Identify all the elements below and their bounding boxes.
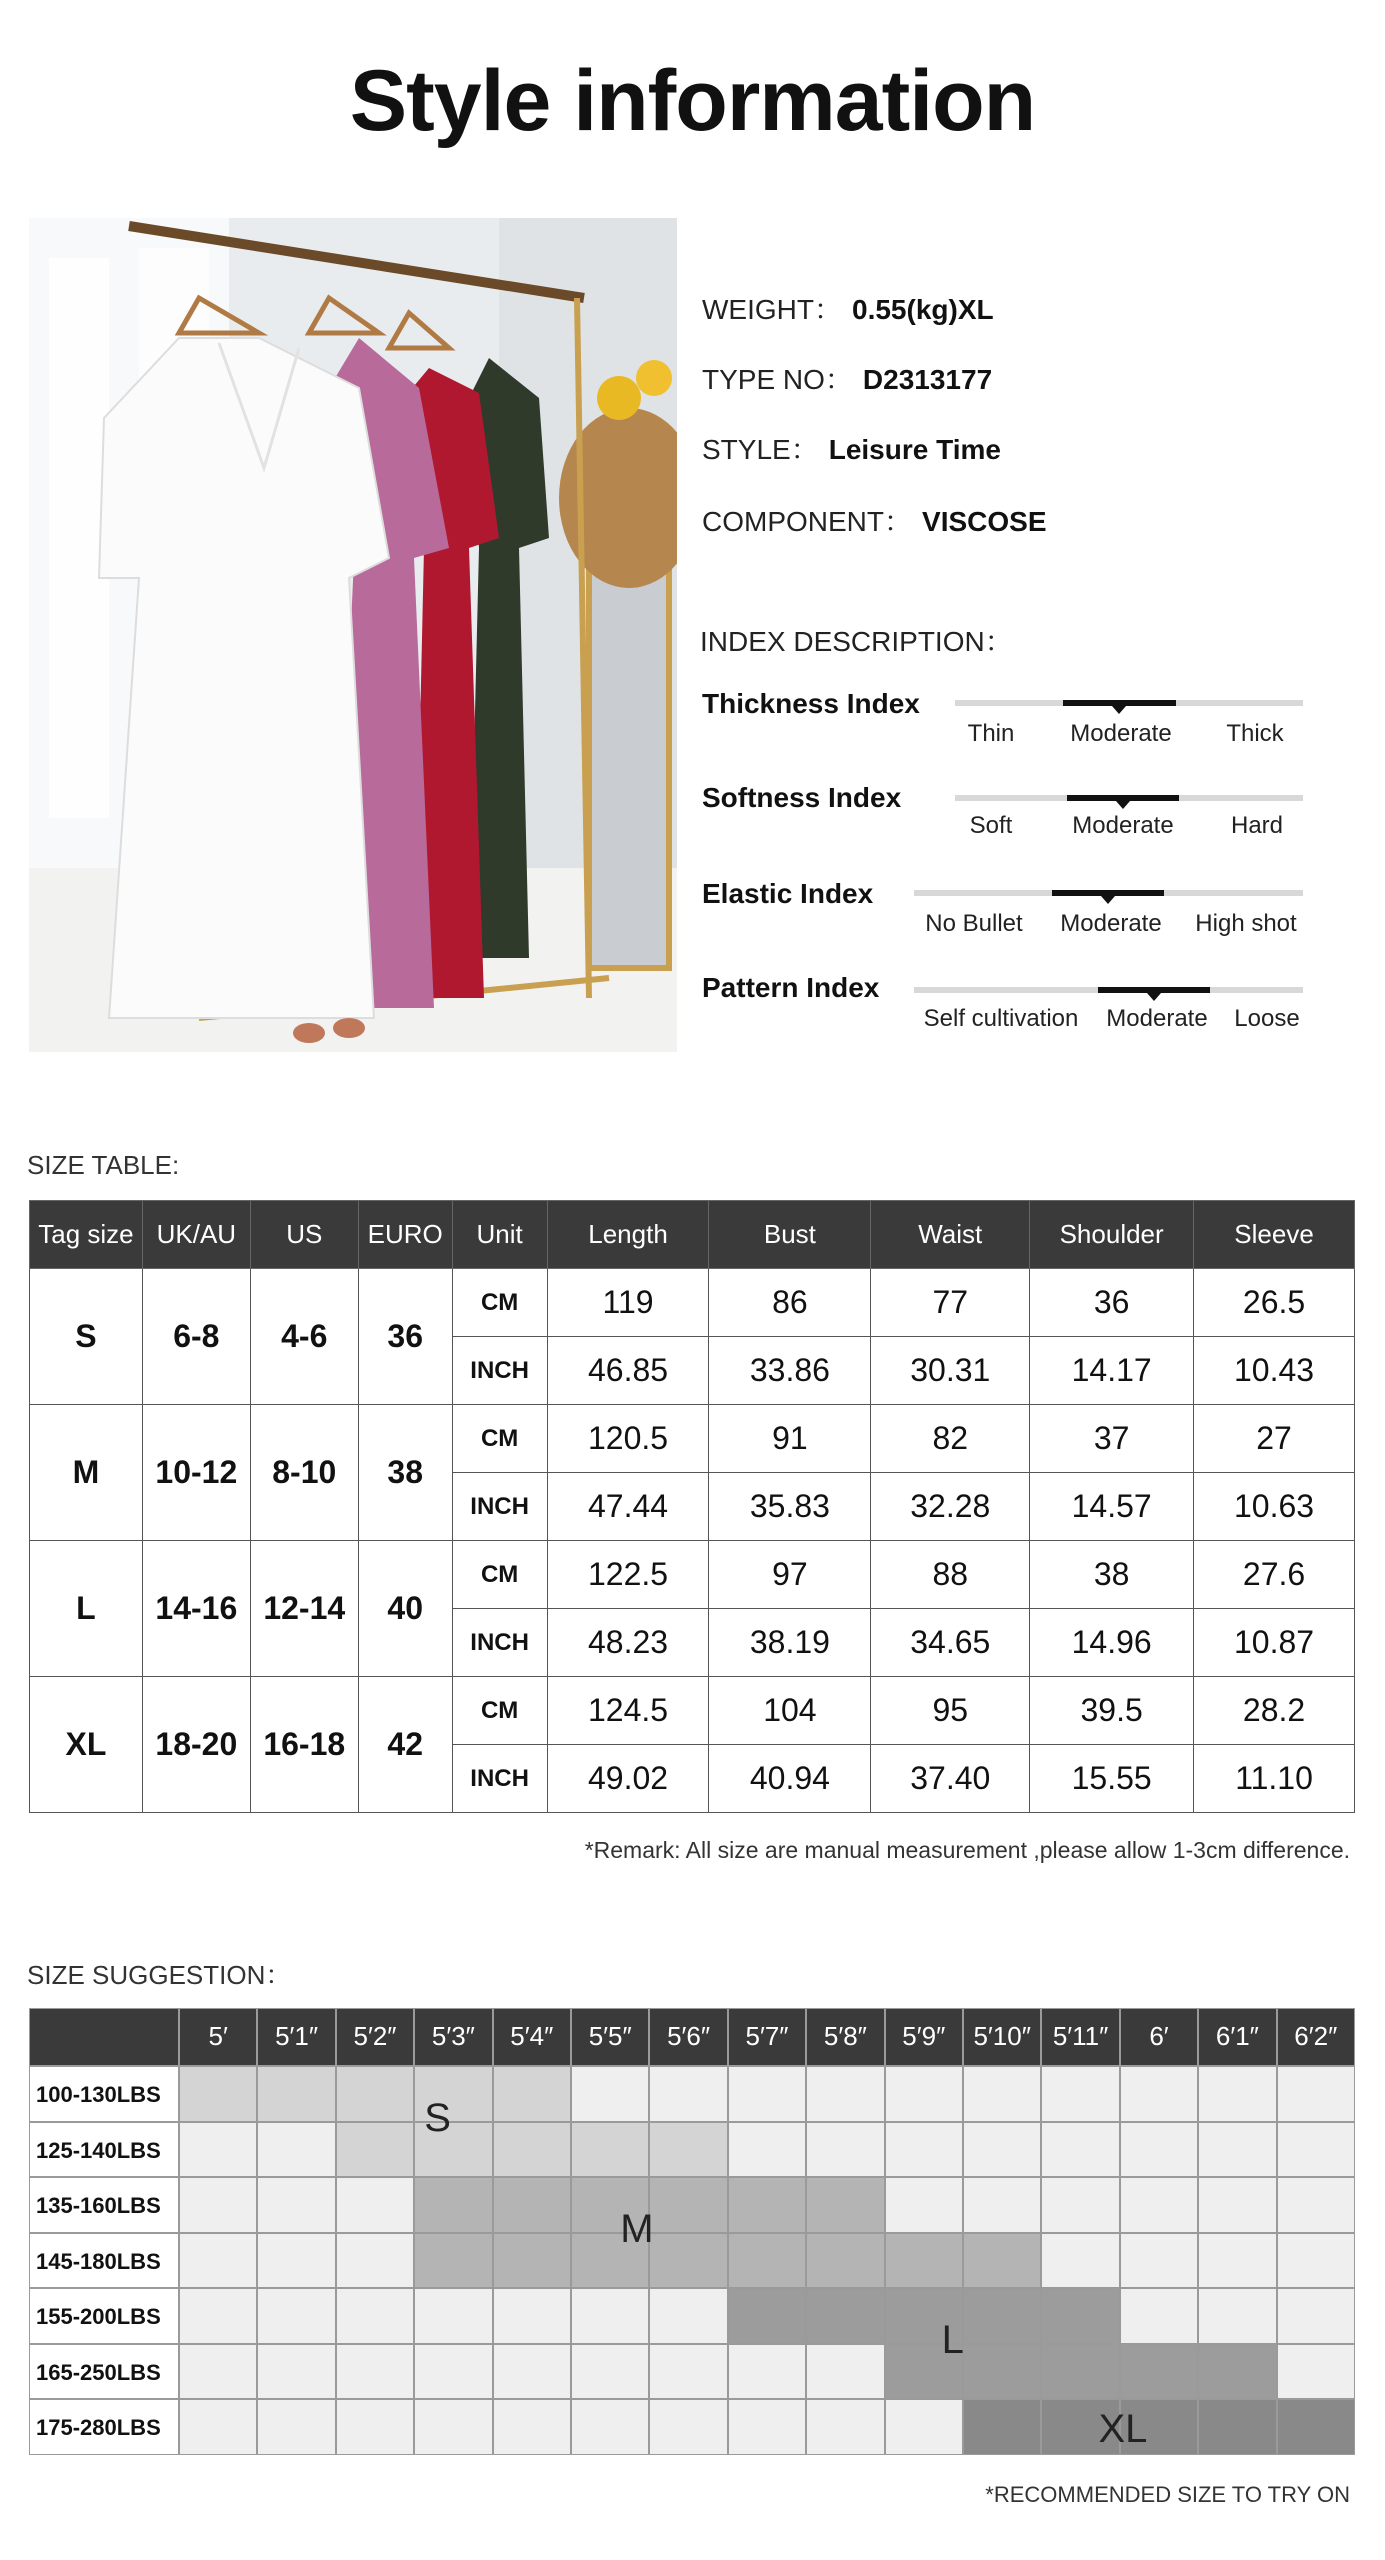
grid-cell [1041, 2288, 1119, 2344]
weight-header: 175-280LBS [29, 2399, 179, 2455]
length-cell: 122.5 [547, 1541, 709, 1609]
grid-cell [1277, 2066, 1355, 2122]
sleeve-cell: 10.43 [1194, 1337, 1355, 1405]
grid-cell [1041, 2177, 1119, 2233]
grid-cell [414, 2288, 492, 2344]
waist-cell: 34.65 [871, 1609, 1030, 1677]
weight-label: WEIGHT： [702, 294, 842, 325]
grid-cell [728, 2066, 806, 2122]
grid-cell [1120, 2288, 1198, 2344]
grid-cell [728, 2344, 806, 2400]
grid-cell [1277, 2122, 1355, 2178]
weight-line [702, 288, 994, 328]
thickness-option-moderate: Moderate [1070, 720, 1172, 747]
type-no-label: TYPE NO： [702, 364, 853, 395]
size-us: 8-10 [250, 1405, 358, 1541]
size-region-label: L [941, 2317, 964, 2362]
elastic-option-moderate: Moderate [1060, 910, 1162, 937]
grid-cell [963, 2233, 1041, 2289]
grid-cell [336, 2288, 414, 2344]
size-euro: 36 [358, 1269, 452, 1405]
waist-cell: 30.31 [871, 1337, 1030, 1405]
unit-cell: INCH [452, 1473, 547, 1541]
table-row [30, 1405, 1355, 1473]
unit-cell: CM [452, 1405, 547, 1473]
grid-cell [1120, 2233, 1198, 2289]
bust-cell: 35.83 [709, 1473, 871, 1541]
sleeve-cell: 27 [1194, 1405, 1355, 1473]
height-header: 5′6″ [649, 2008, 727, 2066]
unit-cell: INCH [452, 1337, 547, 1405]
size-euro: 40 [358, 1541, 452, 1677]
size-tag: S [30, 1269, 143, 1405]
grid-corner [29, 2008, 179, 2066]
bust-cell: 33.86 [709, 1337, 871, 1405]
grid-cell [1277, 2288, 1355, 2344]
grid-cell [1198, 2288, 1276, 2344]
size-uk: 14-16 [142, 1541, 250, 1677]
bust-cell: 97 [709, 1541, 871, 1609]
weight-header: 145-180LBS [29, 2233, 179, 2289]
elastic-marker-icon [1101, 896, 1115, 904]
size-uk: 18-20 [142, 1677, 250, 1813]
length-cell: 48.23 [547, 1609, 709, 1677]
size-uk: 10-12 [142, 1405, 250, 1541]
grid-cell [414, 2399, 492, 2455]
height-header: 5′4″ [493, 2008, 571, 2066]
col-waist: Waist [871, 1201, 1030, 1269]
grid-cell [336, 2122, 414, 2178]
sleeve-cell: 11.10 [1194, 1745, 1355, 1813]
length-cell: 47.44 [547, 1473, 709, 1541]
table-row [30, 1541, 1355, 1609]
grid-cell [1041, 2066, 1119, 2122]
grid-cell [414, 2233, 492, 2289]
softness-marker-icon [1116, 801, 1130, 809]
col-us: US [250, 1201, 358, 1269]
unit-cell: INCH [452, 1609, 547, 1677]
grid-cell [885, 2233, 963, 2289]
grid-cell [336, 2233, 414, 2289]
grid-cell [963, 2122, 1041, 2178]
thickness-index-label: Thickness Index [702, 688, 920, 719]
grid-cell [571, 2288, 649, 2344]
size-table-header-row [30, 1201, 1355, 1269]
elastic-option-no-bullet: No Bullet [925, 910, 1023, 937]
grid-cell [179, 2399, 257, 2455]
col-bust: Bust [709, 1201, 871, 1269]
grid-cell [1198, 2066, 1276, 2122]
grid-cell [806, 2066, 884, 2122]
recommended-size-note: *RECOMMENDED SIZE TO TRY ON [985, 2482, 1350, 2507]
waist-cell: 95 [871, 1677, 1030, 1745]
grid-cell [1120, 2177, 1198, 2233]
col-uk-au: UK/AU [142, 1201, 250, 1269]
measurement-remark: *Remark: All size are manual measurement ,please allow 1-3cm difference. [584, 1837, 1350, 1863]
grid-cell [257, 2344, 335, 2400]
page-title: Style information [349, 53, 1036, 149]
grid-cell [806, 2233, 884, 2289]
size-region-label: M [620, 2206, 654, 2251]
grid-cell [1041, 2122, 1119, 2178]
col-unit: Unit [452, 1201, 547, 1269]
size-tag: M [30, 1405, 143, 1541]
size-region-label: S [424, 2095, 451, 2140]
thickness-option-thin: Thin [967, 720, 1015, 747]
grid-cell [493, 2177, 571, 2233]
grid-cell [1277, 2399, 1355, 2455]
grid-cell [414, 2344, 492, 2400]
grid-cell [257, 2288, 335, 2344]
col-length: Length [547, 1201, 709, 1269]
grid-cell [257, 2233, 335, 2289]
grid-cell [806, 2399, 884, 2455]
height-header: 5′11″ [1041, 2008, 1119, 2066]
shoulder-cell: 14.96 [1030, 1609, 1194, 1677]
height-header: 6′2″ [1277, 2008, 1355, 2066]
grid-cell [336, 2344, 414, 2400]
shoulder-cell: 39.5 [1030, 1677, 1194, 1745]
unit-cell: CM [452, 1677, 547, 1745]
grid-cell [963, 2288, 1041, 2344]
grid-cell [493, 2233, 571, 2289]
grid-cell [493, 2344, 571, 2400]
height-header: 5′3″ [414, 2008, 492, 2066]
thickness-option-thick: Thick [1226, 720, 1284, 747]
grid-cell [885, 2122, 963, 2178]
grid-cell [649, 2344, 727, 2400]
component-value: VISCOSE [922, 506, 1047, 537]
height-header: 5′ [179, 2008, 257, 2066]
size-uk: 6-8 [142, 1269, 250, 1405]
grid-cell [1277, 2177, 1355, 2233]
size-table [29, 1200, 1355, 1813]
shoulder-cell: 14.57 [1030, 1473, 1194, 1541]
length-cell: 120.5 [547, 1405, 709, 1473]
col-sleeve: Sleeve [1194, 1201, 1355, 1269]
bust-cell: 86 [709, 1269, 871, 1337]
grid-cell [571, 2122, 649, 2178]
elastic-option-high-shot: High shot [1195, 910, 1297, 937]
grid-cell [1120, 2344, 1198, 2400]
softness-option-hard: Hard [1230, 812, 1284, 839]
size-us: 12-14 [250, 1541, 358, 1677]
height-header: 6′ [1120, 2008, 1198, 2066]
waist-cell: 82 [871, 1405, 1030, 1473]
grid-cell [493, 2122, 571, 2178]
size-tag: L [30, 1541, 143, 1677]
grid-cell [1198, 2399, 1276, 2455]
softness-option-moderate: Moderate [1072, 812, 1174, 839]
waist-cell: 88 [871, 1541, 1030, 1609]
type-no-value: D2313177 [862, 364, 993, 395]
grid-cell [1198, 2344, 1276, 2400]
height-header: 5′8″ [806, 2008, 884, 2066]
grid-cell [179, 2288, 257, 2344]
grid-cell [1277, 2233, 1355, 2289]
grid-cell [728, 2177, 806, 2233]
grid-cell [806, 2177, 884, 2233]
col-shoulder: Shoulder [1030, 1201, 1194, 1269]
grid-cell [728, 2122, 806, 2178]
grid-cell [1198, 2177, 1276, 2233]
height-header: 5′9″ [885, 2008, 963, 2066]
grid-cell [257, 2399, 335, 2455]
sleeve-cell: 10.63 [1194, 1473, 1355, 1541]
size-euro: 42 [358, 1677, 452, 1813]
grid-cell [257, 2177, 335, 2233]
shoulder-cell: 38 [1030, 1541, 1194, 1609]
grid-cell [1277, 2344, 1355, 2400]
weight-header: 100-130LBS [29, 2066, 179, 2122]
type-no-line [702, 358, 992, 398]
weight-header: 135-160LBS [29, 2177, 179, 2233]
pattern-option-moderate: Moderate [1106, 1005, 1208, 1032]
height-header: 5′5″ [571, 2008, 649, 2066]
shoulder-cell: 15.55 [1030, 1745, 1194, 1813]
grid-cell [728, 2233, 806, 2289]
table-row [30, 1677, 1355, 1745]
bust-cell: 104 [709, 1677, 871, 1745]
grid-cell [179, 2066, 257, 2122]
size-euro: 38 [358, 1405, 452, 1541]
grid-cell [493, 2399, 571, 2455]
grid-cell [493, 2066, 571, 2122]
weight-header: 165-250LBS [29, 2344, 179, 2400]
grid-cell [179, 2177, 257, 2233]
grid-cell [885, 2177, 963, 2233]
style-label: STYLE： [702, 434, 819, 465]
pattern-option-self-cultivation: Self cultivation [923, 1005, 1079, 1032]
grid-cell [336, 2399, 414, 2455]
col-euro: EURO [358, 1201, 452, 1269]
style-value: Leisure Time [828, 434, 1001, 465]
grid-cell [728, 2288, 806, 2344]
grid-cell [1198, 2122, 1276, 2178]
grid-cell [728, 2399, 806, 2455]
grid-cell [885, 2066, 963, 2122]
length-cell: 124.5 [547, 1677, 709, 1745]
grid-cell [179, 2233, 257, 2289]
size-tag: XL [30, 1677, 143, 1813]
waist-cell: 37.40 [871, 1745, 1030, 1813]
grid-cell [1041, 2344, 1119, 2400]
grid-cell [1120, 2122, 1198, 2178]
sleeve-cell: 28.2 [1194, 1677, 1355, 1745]
grid-cell [414, 2177, 492, 2233]
grid-cell [963, 2344, 1041, 2400]
sleeve-cell: 26.5 [1194, 1269, 1355, 1337]
weight-value: 0.55(kg)XL [852, 294, 994, 325]
component-line [702, 500, 1047, 540]
height-header: 6′1″ [1198, 2008, 1276, 2066]
grid-cell [963, 2177, 1041, 2233]
pattern-marker-icon [1147, 993, 1161, 1001]
style-line [702, 428, 1001, 468]
weight-header: 155-200LBS [29, 2288, 179, 2344]
grid-cell [649, 2066, 727, 2122]
component-label: COMPONENT： [702, 506, 913, 537]
softness-index-label: Softness Index [702, 782, 902, 813]
grid-cell [179, 2344, 257, 2400]
height-header: 5′10″ [963, 2008, 1041, 2066]
length-cell: 119 [547, 1269, 709, 1337]
grid-cell [649, 2177, 727, 2233]
weight-header: 125-140LBS [29, 2122, 179, 2178]
elastic-index-label: Elastic Index [702, 878, 874, 909]
grid-cell [493, 2288, 571, 2344]
waist-cell: 77 [871, 1269, 1030, 1337]
height-header: 5′2″ [336, 2008, 414, 2066]
grid-cell [649, 2233, 727, 2289]
grid-cell [963, 2066, 1041, 2122]
bust-cell: 40.94 [709, 1745, 871, 1813]
length-cell: 46.85 [547, 1337, 709, 1405]
grid-cell [649, 2288, 727, 2344]
length-cell: 49.02 [547, 1745, 709, 1813]
grid-cell [806, 2122, 884, 2178]
grid-cell [1041, 2233, 1119, 2289]
unit-cell: CM [452, 1269, 547, 1337]
grid-cell [963, 2399, 1041, 2455]
grid-cell [571, 2066, 649, 2122]
grid-cell [1120, 2066, 1198, 2122]
grid-cell [571, 2344, 649, 2400]
size-table-heading: SIZE TABLE: [27, 1150, 180, 1180]
grid-cell [806, 2288, 884, 2344]
size-us: 4-6 [250, 1269, 358, 1405]
bust-cell: 38.19 [709, 1609, 871, 1677]
grid-cell [179, 2122, 257, 2178]
size-us: 16-18 [250, 1677, 358, 1813]
index-description-heading: INDEX DESCRIPTION： [700, 626, 1013, 657]
pattern-index-label: Pattern Index [702, 972, 880, 1003]
unit-cell: INCH [452, 1745, 547, 1813]
grid-cell [257, 2122, 335, 2178]
sleeve-cell: 10.87 [1194, 1609, 1355, 1677]
height-header: 5′1″ [257, 2008, 335, 2066]
grid-cell [806, 2344, 884, 2400]
size-region-label: XL [1098, 2406, 1148, 2451]
shoulder-cell: 37 [1030, 1405, 1194, 1473]
grid-cell [1198, 2233, 1276, 2289]
bust-cell: 91 [709, 1405, 871, 1473]
pattern-option-loose: Loose [1234, 1005, 1300, 1032]
unit-cell: CM [452, 1541, 547, 1609]
softness-option-soft: Soft [969, 812, 1013, 839]
grid-cell [257, 2066, 335, 2122]
shoulder-cell: 36 [1030, 1269, 1194, 1337]
sleeve-cell: 27.6 [1194, 1541, 1355, 1609]
grid-cell [649, 2399, 727, 2455]
size-suggestion-heading: SIZE SUGGESTION： [27, 1960, 292, 1990]
grid-cell [336, 2066, 414, 2122]
grid-cell [571, 2399, 649, 2455]
product-photo [29, 218, 677, 1052]
thickness-marker-icon [1112, 706, 1126, 714]
table-row [30, 1269, 1355, 1337]
grid-cell [885, 2399, 963, 2455]
grid-cell [649, 2122, 727, 2178]
grid-cell [336, 2177, 414, 2233]
shoulder-cell: 14.17 [1030, 1337, 1194, 1405]
col-tag-size: Tag size [30, 1201, 143, 1269]
waist-cell: 32.28 [871, 1473, 1030, 1541]
height-header: 5′7″ [728, 2008, 806, 2066]
